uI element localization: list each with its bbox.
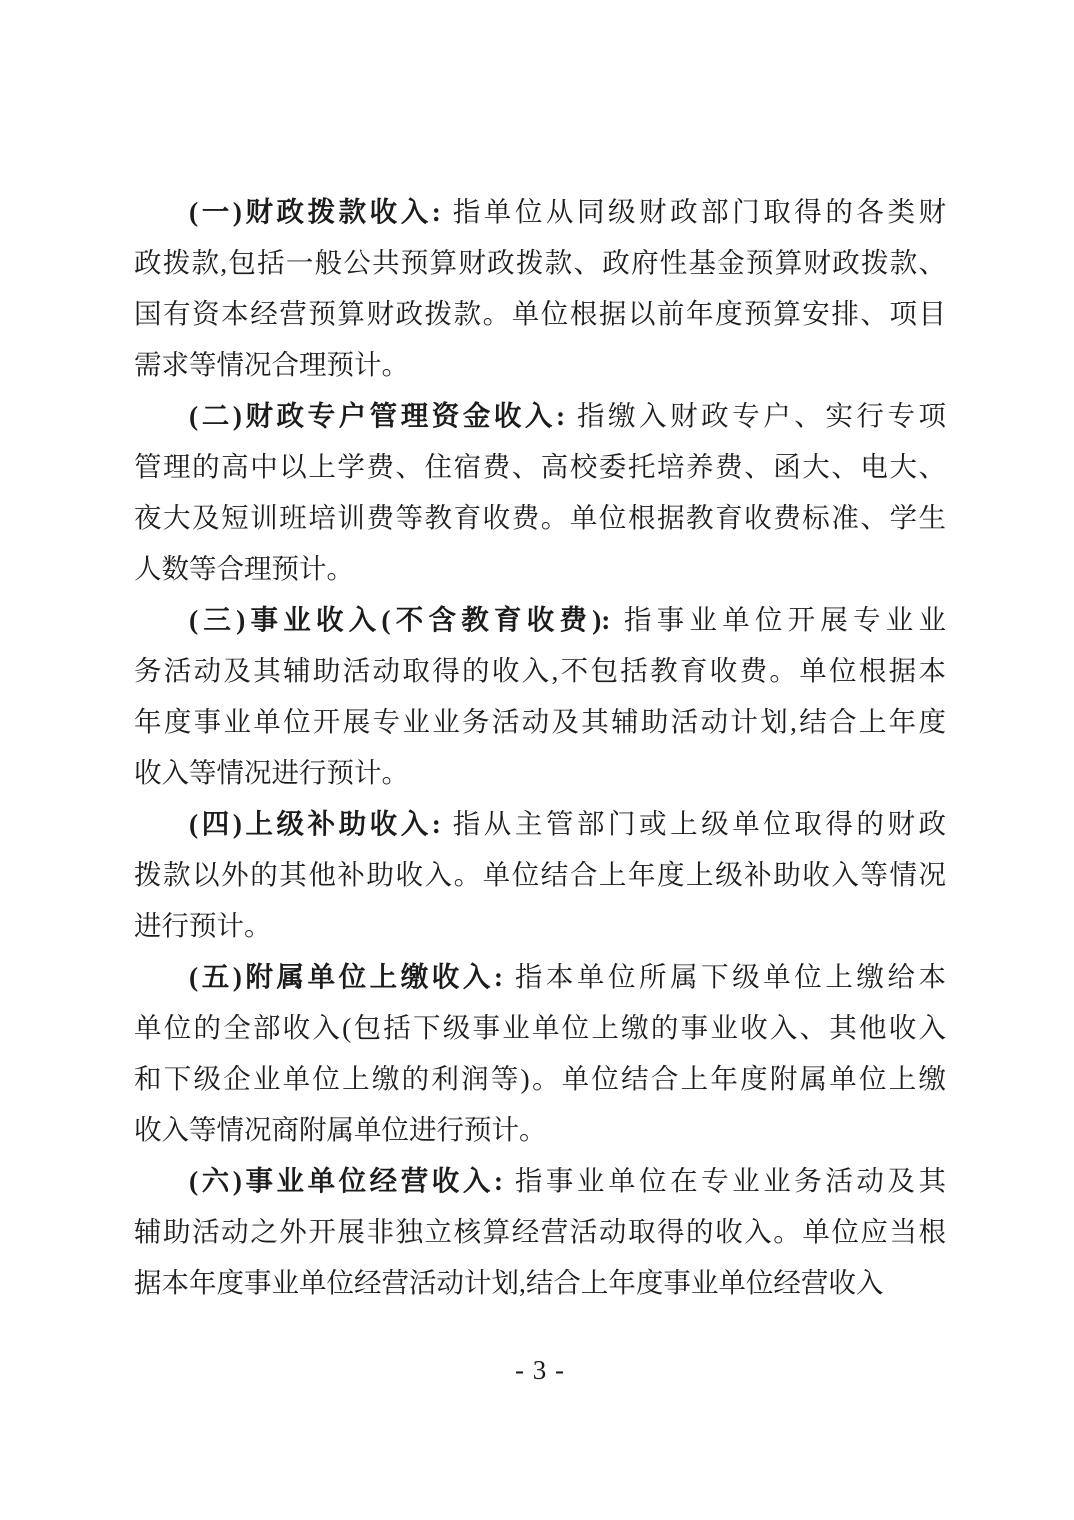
text-line: 管理的高中以上学费、住宿费、高校委托培养费、函大、电大、 <box>134 451 946 482</box>
paragraph-2 <box>134 390 946 594</box>
paragraph-heading: (二)财政专户管理资金收入: <box>189 400 566 431</box>
paragraph-4 <box>134 798 946 951</box>
text-line <box>134 594 946 645</box>
text-line: 务活动及其辅助活动取得的收入,不包括教育收费。单位根据本 <box>134 655 946 686</box>
text-line: 需求等情况合理预计。 <box>134 349 409 380</box>
text-line: 人数等合理预计。 <box>134 553 354 584</box>
paragraph-text: 指从主管部门或上级单位取得的财政 <box>449 808 946 839</box>
paragraph-1 <box>134 186 946 390</box>
document-body <box>134 186 946 1308</box>
text-line: 年度事业单位开展专业业务活动及其辅助活动计划,结合上年度 <box>134 706 946 737</box>
paragraph-heading: (三)事业收入(不含教育收费): <box>189 604 611 635</box>
paragraph-heading: (四)上级补助收入: <box>189 808 441 839</box>
text-line: 收入等情况商附属单位进行预计。 <box>134 1114 547 1145</box>
text-line: 辅助活动之外开展非独立核算经营活动取得的收入。单位应当根 <box>134 1216 946 1247</box>
paragraph-text: 指事业单位在专业业务活动及其 <box>511 1165 946 1196</box>
text-line <box>134 1155 946 1206</box>
paragraph-5 <box>134 951 946 1155</box>
text-line: 夜大及短训班培训费等教育收费。单位根据教育收费标准、学生 <box>134 502 946 533</box>
text-line <box>134 951 946 1002</box>
paragraph-3 <box>134 594 946 798</box>
text-line: 单位的全部收入(包括下级事业单位上缴的事业收入、其他收入 <box>134 1012 946 1043</box>
text-line: 和下级企业单位上缴的利润等)。单位结合上年度附属单位上缴 <box>134 1063 946 1094</box>
paragraph-heading: (一)财政拨款收入: <box>189 196 441 227</box>
paragraph-6 <box>134 1155 946 1308</box>
text-line: 进行预计。 <box>134 910 272 941</box>
text-line: 国有资本经营预算财政拨款。单位根据以前年度预算安排、项目 <box>134 298 946 329</box>
text-line <box>134 798 946 849</box>
paragraph-heading: (五)附属单位上缴收入: <box>189 961 504 992</box>
paragraph-text: 指单位从同级财政部门取得的各类财 <box>449 196 946 227</box>
text-line: 据本年度事业单位经营活动计划,结合上年度事业单位经营收入 <box>134 1267 884 1298</box>
page-number: - 3 - <box>515 1355 565 1385</box>
paragraph-text: 指缴入财政专户、实行专项 <box>573 400 946 431</box>
text-line: 拨款以外的其他补助收入。单位结合上年度上级补助收入等情况 <box>134 859 946 890</box>
text-line <box>134 186 946 237</box>
text-line: 政拨款,包括一般公共预算财政拨款、政府性基金预算财政拨款、 <box>134 247 946 278</box>
text-line: 收入等情况进行预计。 <box>134 757 409 788</box>
text-line <box>134 390 946 441</box>
paragraph-text: 指本单位所属下级单位上缴给本 <box>511 961 946 992</box>
paragraph-text: 指事业单位开展专业业 <box>618 604 946 635</box>
paragraph-heading: (六)事业单位经营收入: <box>189 1165 504 1196</box>
